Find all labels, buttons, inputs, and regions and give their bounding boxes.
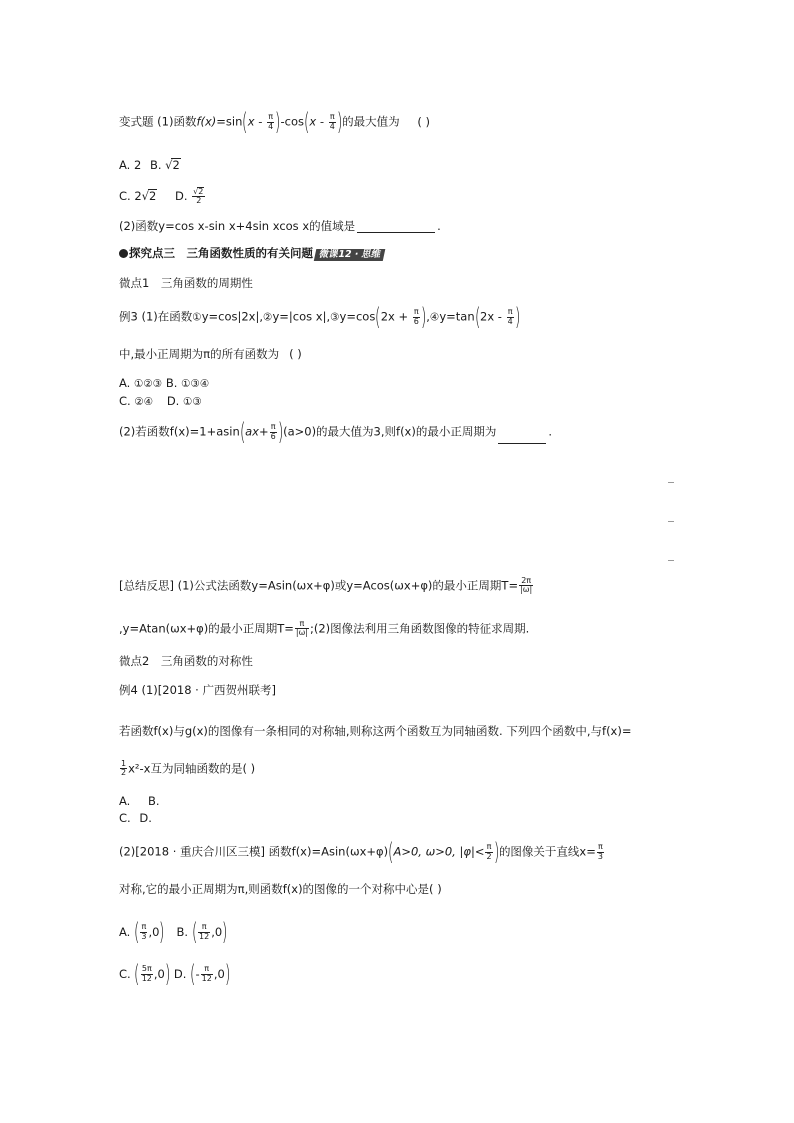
example4-options-cd — [119, 812, 152, 825]
example4-options-ab — [119, 795, 160, 808]
option-d: D. — [139, 811, 152, 825]
example3-options-ab — [119, 377, 209, 391]
point1-title: 微点1 三角函数的周期性 — [119, 276, 253, 290]
option-c: C. 2√2 — [119, 188, 157, 203]
variant-q2: (2)函数y=cos x-sin x+4sin xcos x的值域是 . — [119, 219, 441, 233]
margin-mark — [668, 560, 674, 561]
option-c: C. ( $\frac{5\pi}{12}$ ,0) — [119, 960, 171, 988]
option-a: A. — [119, 794, 134, 808]
section-heading: 探究点三 三角函数性质的有关问题 微课12 · 思维 — [119, 247, 384, 261]
summary-line1: [总结反思] (1)公式法函数y=Asin(ωx+φ)或y=Acos(ωx+φ)的最小正周期T= $\frac{2\pi}{|\omega|}$ — [119, 576, 533, 595]
example4-options-ab2 — [119, 920, 228, 944]
bullet-icon — [119, 249, 128, 258]
example3-q1-line2: 中,最小正周期为π的所有函数为 ( ) — [119, 347, 302, 361]
variant-q1: 变式题 (1)函数f(x)=sin(x - $\frac{\pi}{4}$ )-cos(x - $\frac{\pi}{4}$ )的最大值为 ( ) — [119, 108, 430, 136]
option-b: B. — [147, 794, 160, 808]
point2-title: 微点2 三角函数的对称性 — [119, 654, 253, 668]
option-b: B. ①③④ — [165, 376, 210, 390]
example3-q1: 例3 (1)在函数①y=cos|2x|,②y=|cos x|,③y=cos(2x + $\frac{\pi}{6}$ ),④y=tan(2x - $\frac{\pi}{4}$ ) — [119, 303, 521, 331]
option-b: B. √2 — [149, 158, 180, 172]
fraction-pi-4: $\frac{\pi}{4}$ — [329, 112, 335, 131]
option-a: A. ( $\frac{\pi}{3}$ ,0) — [119, 918, 165, 946]
answer-blank[interactable] — [357, 221, 435, 233]
fraction-pi-4: $\frac{\pi}{4}$ — [268, 112, 274, 131]
margin-mark — [668, 482, 674, 483]
option-c: C. — [119, 811, 135, 825]
option-a: A. 2 — [119, 158, 142, 172]
margin-mark — [668, 521, 674, 522]
option-d: D. $\frac{√2}{2}$ — [174, 187, 204, 206]
example3-q2: (2)若函数f(x)=1+asin(ax+ $\frac{\pi}{6}$ )(a>0)的最大值为3,则f(x)的最小正周期为 . — [119, 418, 553, 446]
section-tag: 微课12 · 思维 — [314, 249, 386, 261]
option-c: C. ②④ — [119, 394, 154, 408]
option-d: D. (- $\frac{\pi}{12}$ ,0) — [173, 960, 231, 988]
example3-options-cd — [119, 395, 202, 409]
example4-q1-line1: 若函数f(x)与g(x)的图像有一条相同的对称轴,则称这两个函数互为同轴函数. 下列四个函数中,与f(x)= — [119, 724, 632, 738]
option-a: A. ①②③ — [119, 376, 163, 390]
example4-q2-line2: 对称,它的最小正周期为π,则函数f(x)的图像的一个对称中心是( ) — [119, 882, 442, 896]
example4-q1-line2: $\frac{1}{2}$ x²-x互为同轴函数的是( ) — [121, 759, 256, 778]
option-b: B. ( $\frac{\pi}{12}$ ,0) — [176, 918, 228, 946]
variant-options-cd — [119, 187, 206, 206]
answer-paren: ( ) — [417, 114, 430, 129]
answer-blank[interactable] — [498, 432, 546, 444]
variant-options-ab — [119, 158, 181, 172]
option-d: D. ①③ — [166, 394, 202, 408]
variant-label: 变式题 — [119, 114, 154, 129]
example4-options-cd2 — [119, 962, 230, 986]
summary-line2: ,y=Atan(ωx+φ)的最小正周期T= $\frac{\pi}{|\omega|}$ ;(2)图像法利用三角函数图像的特征求周期. — [119, 619, 530, 638]
example4-q2: (2)[2018 · 重庆合川区三模] 函数f(x)=Asin(ωx+φ)(A>0, ω>0, |φ|< $\frac{\pi}{2}$ )的图像关于直线x= $\frac{\pi}{3}$ — [119, 838, 603, 866]
example4-header: 例4 (1)[2018 · 广西贺州联考] — [119, 683, 276, 697]
